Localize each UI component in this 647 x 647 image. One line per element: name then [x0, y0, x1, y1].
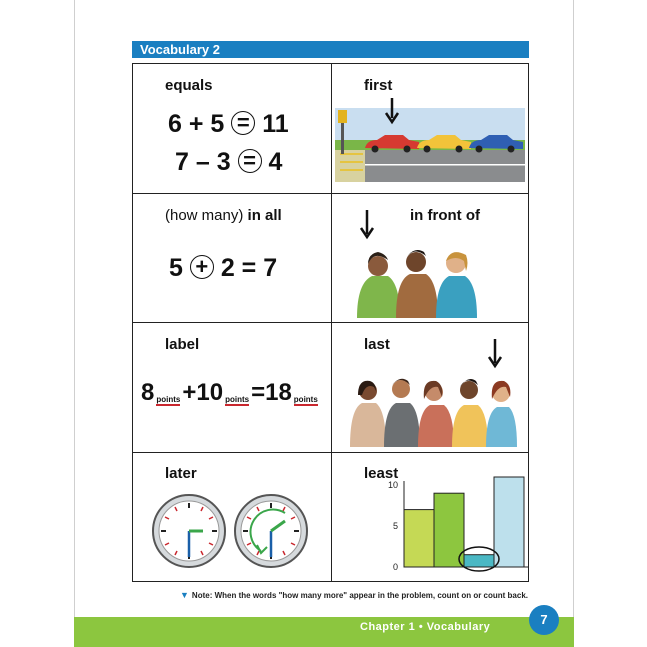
term-in-all: (how many) in all: [165, 207, 282, 224]
term-last: last: [364, 336, 390, 353]
note-text: ▼ Note: When the words "how many more" appear in the problem, count on or count back.: [180, 590, 529, 600]
chart-y-tick-label: 0: [392, 562, 398, 572]
term-in-front-of: in front of: [410, 207, 480, 224]
equation-equals-1: 6 + 5 = 11: [168, 110, 289, 138]
chart-bar: [404, 510, 434, 567]
circled-equals-sign: =: [238, 149, 262, 173]
equation-equals-2: 7 – 3 = 4: [175, 148, 283, 176]
cell-least: [332, 453, 529, 581]
people-line-illustration: [352, 208, 492, 320]
least-bar-chart: [332, 453, 529, 581]
footer-chapter-label: Chapter 1 • Vocabulary: [360, 621, 491, 633]
term-first: first: [364, 77, 393, 94]
unit-label-points: points: [156, 395, 181, 404]
triangle-bullet-icon: ▼: [180, 590, 189, 600]
term-least: least: [364, 465, 399, 482]
term-equals: equals: [165, 77, 213, 94]
vocabulary-grid: [132, 63, 529, 582]
cell-equals: [133, 64, 331, 193]
cell-label: [133, 323, 331, 452]
equation-label: 8 points+10 points=18 points: [141, 379, 318, 406]
cell-in-all: [133, 194, 331, 322]
circled-plus-sign: +: [190, 255, 214, 279]
unit-label-points: points: [225, 395, 250, 404]
equation-in-all: 5 + 2 = 7: [169, 254, 278, 282]
footer-bar: [74, 617, 574, 647]
cell-in-front-of: [332, 194, 529, 322]
chart-y-tick-label: 10: [387, 480, 398, 490]
clock-later-icon: [233, 493, 309, 569]
cell-later: [133, 453, 331, 581]
cell-last: [332, 323, 529, 452]
chart-bar: [494, 477, 524, 567]
unit-label-points: points: [293, 395, 318, 404]
page-number-badge: 7: [529, 605, 559, 635]
cars-traffic-illustration: [335, 96, 525, 186]
circled-equals-sign: =: [231, 111, 255, 135]
term-later: later: [165, 465, 197, 482]
chart-y-tick-label: 5: [392, 521, 398, 531]
chart-bar: [464, 555, 494, 567]
term-label: label: [165, 336, 200, 353]
people-queue-illustration: [348, 337, 528, 449]
clock-earlier-icon: [151, 493, 227, 569]
cell-first: [332, 64, 529, 193]
vocabulary-banner: Vocabulary 2: [132, 41, 529, 58]
